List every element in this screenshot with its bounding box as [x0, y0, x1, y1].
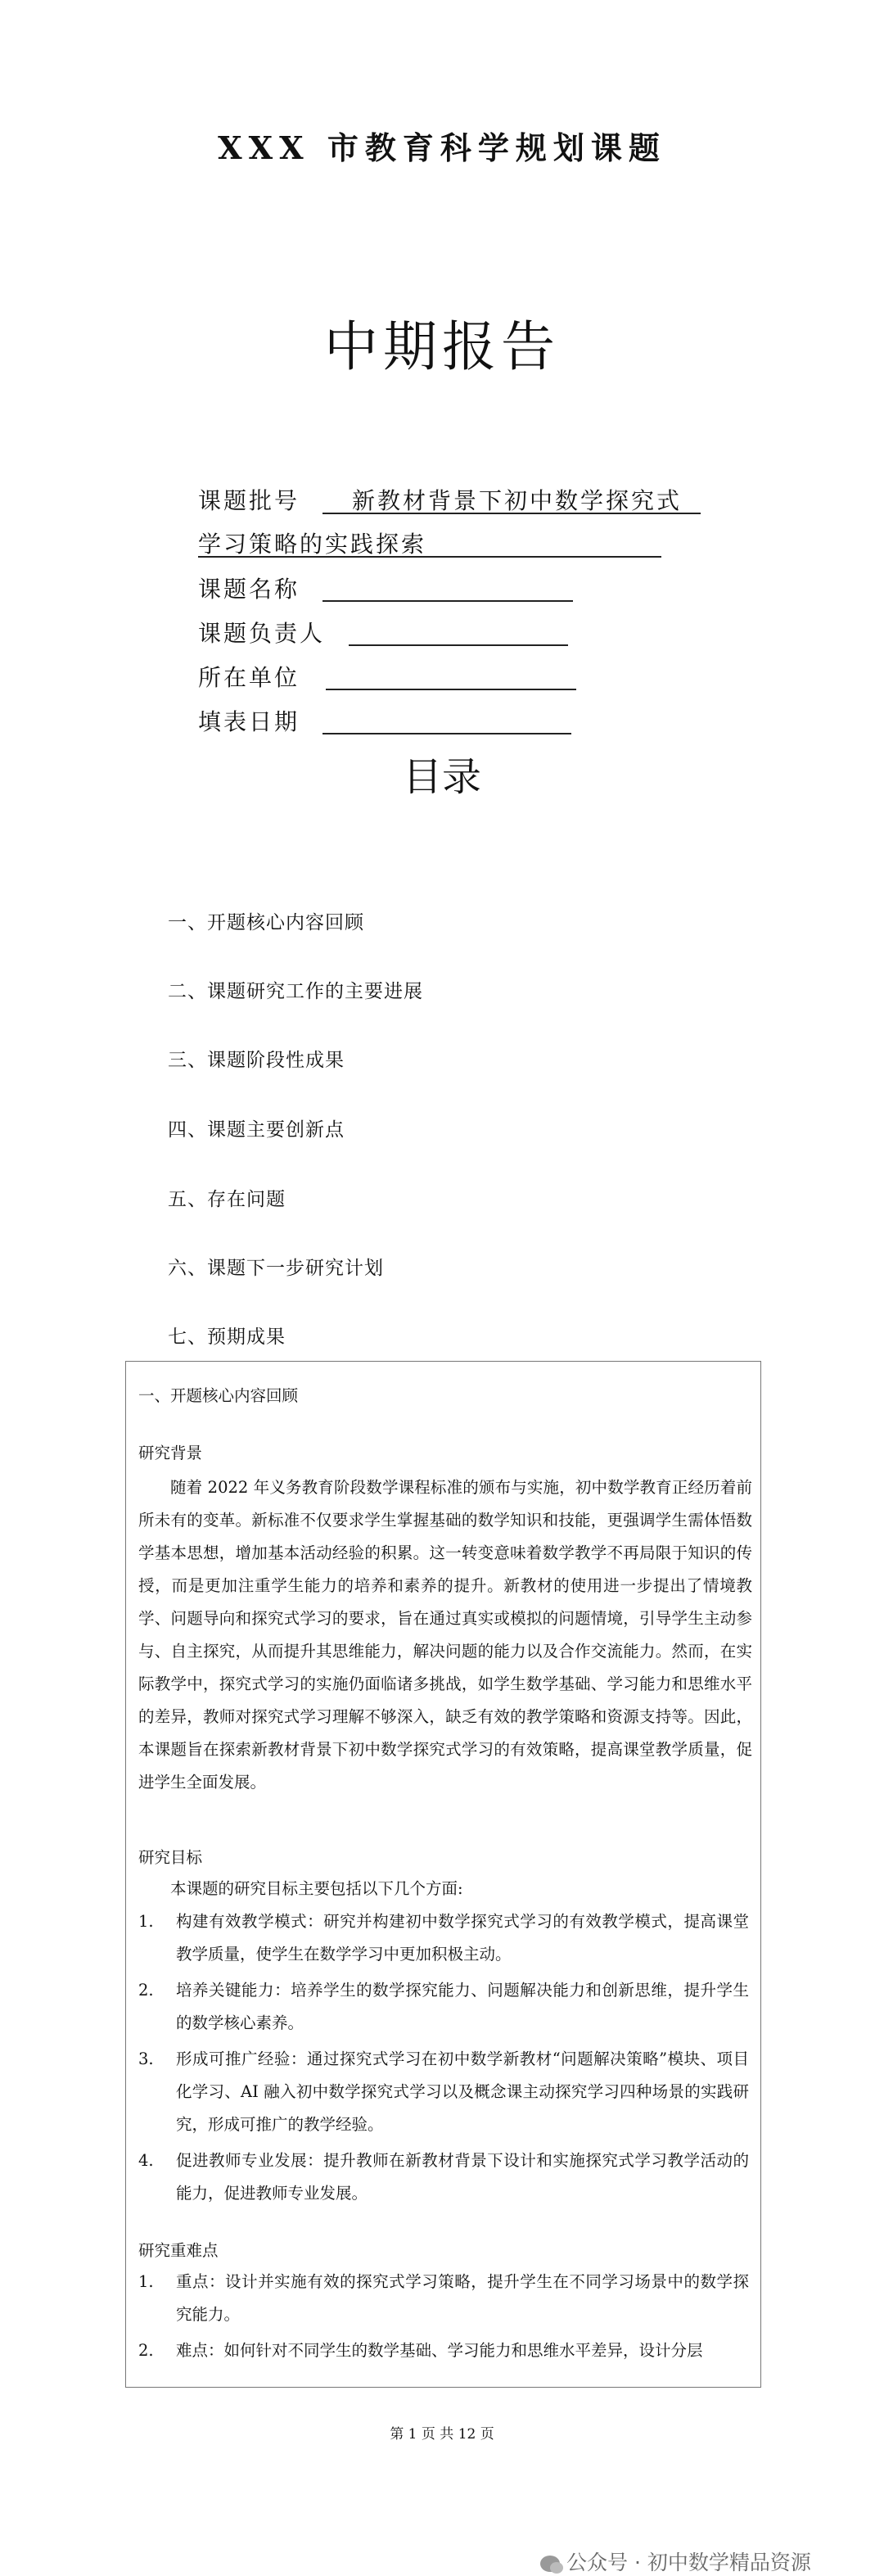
goal-num: 2.: [138, 1981, 154, 2000]
goal-text: 形成可推广经验：通过探究式学习在初中数学新教材“问题解决策略”模块、项目化学习、AI 融入初中数学探究式学习以及概念课主动探究学习四种场景的实践研究，形成可推广的教学经验。: [176, 2050, 749, 2134]
batch-label: 课题批号: [198, 487, 300, 514]
toc-item-4: 四、课题主要创新点: [168, 1119, 345, 1141]
leader-underline: [349, 644, 568, 646]
key-num: 1.: [138, 2272, 154, 2291]
toc-item-1: 一、开题核心内容回顾: [168, 912, 364, 933]
background-heading: 研究背景: [138, 1444, 203, 1462]
goal-num: 4.: [138, 2151, 154, 2170]
toc-item-2: 二、课题研究工作的主要进展: [168, 981, 423, 1002]
toc-title: 目录: [402, 754, 481, 800]
goal-text: 促进教师专业发展：提升教师在新教材背景下设计和实施探究式学习教学活动的能力，促进教师专业发展。: [176, 2151, 749, 2203]
toc-item-7: 七、预期成果: [168, 1326, 286, 1348]
wechat-icon: [540, 2556, 560, 2572]
toc-item-3: 三、课题阶段性成果: [168, 1050, 345, 1071]
key-heading: 研究重难点: [138, 2241, 219, 2260]
goal-num: 1.: [138, 1912, 154, 1931]
batch-value-line2: 学习策略的实践探索: [198, 531, 427, 558]
name-underline: [322, 600, 573, 602]
report-title: 中期报告: [324, 315, 560, 378]
key-num: 2.: [138, 2341, 154, 2360]
section-title: 一、开题核心内容回顾: [138, 1386, 299, 1405]
batch-underline-2: [198, 556, 661, 558]
unit-label: 所在单位: [198, 664, 300, 691]
date-underline: [322, 733, 571, 734]
goal-text: 培养关键能力：培养学生的数学探究能力、问题解决能力和创新思维，提升学生的数学核心素养。: [176, 1981, 749, 2032]
leader-label: 课题负责人: [198, 620, 326, 647]
watermark-text: 公众号 · 初中数学精品资源: [566, 2551, 811, 2574]
goals-heading: 研究目标: [138, 1848, 203, 1867]
watermark: [540, 2547, 811, 2576]
key-text: 重点：设计并实施有效的探究式学习策略，提升学生在不同学习场景中的数学探究能力。: [176, 2272, 749, 2324]
toc-item-5: 五、存在问题: [168, 1189, 286, 1210]
goals-intro: 本课题的研究目标主要包括以下几个方面:: [170, 1879, 463, 1898]
content-box: [125, 1361, 761, 2388]
org-title: XXX 市教育科学规划课题: [218, 129, 666, 166]
date-label: 填表日期: [198, 708, 300, 735]
batch-value-line1: 新教材背景下初中数学探究式: [352, 487, 683, 514]
unit-underline: [326, 689, 576, 690]
batch-underline-1: [322, 513, 701, 514]
page-footer: 第 1 页 共 12 页: [390, 2426, 494, 2443]
key-text: 难点：如何针对不同学生的数学基础、学习能力和思维水平差异，设计分层: [176, 2341, 703, 2360]
background-paragraph: 随着 2022 年义务教育阶段数学课程标准的颁布与实施，初中数学教育正经历着前所未有的变革。新标准不仅要求学生掌握基础的数学知识和技能，更强调学生需体悟数学基本思想，增加基本活动经验的积累。这一转变意味着数学教学不再局限于知识的传授，而是更加注重学生能力的培养和素养的提升。新教材的使用进一步提出了情境教学、问题导向和探究式学习的要求，旨在通过真实或模拟的问题情境，引导学生主动参与、自主探究，从而提升其思维能力，解决问题的能力以及合作交流能力。然而，在实际教学中，探究式学习的实施仍面临诸多挑战，如学生数学基础、学习能力和思维水平的差异，教师对探究式学习理解不够深入，缺乏有效的教学策略和资源支持等。因此，本课题旨在探索新教材背景下初中数学探究式学习的有效策略，提高课堂教学质量，促进学生全面发展。: [138, 1478, 752, 1792]
goal-text: 构建有效教学模式：研究并构建初中数学探究式学习的有效教学模式，提高课堂教学质量，使学生在数学学习中更加积极主动。: [176, 1912, 749, 1964]
goal-num: 3.: [138, 2050, 154, 2068]
toc-item-6: 六、课题下一步研究计划: [168, 1258, 384, 1279]
name-label: 课题名称: [198, 576, 300, 603]
